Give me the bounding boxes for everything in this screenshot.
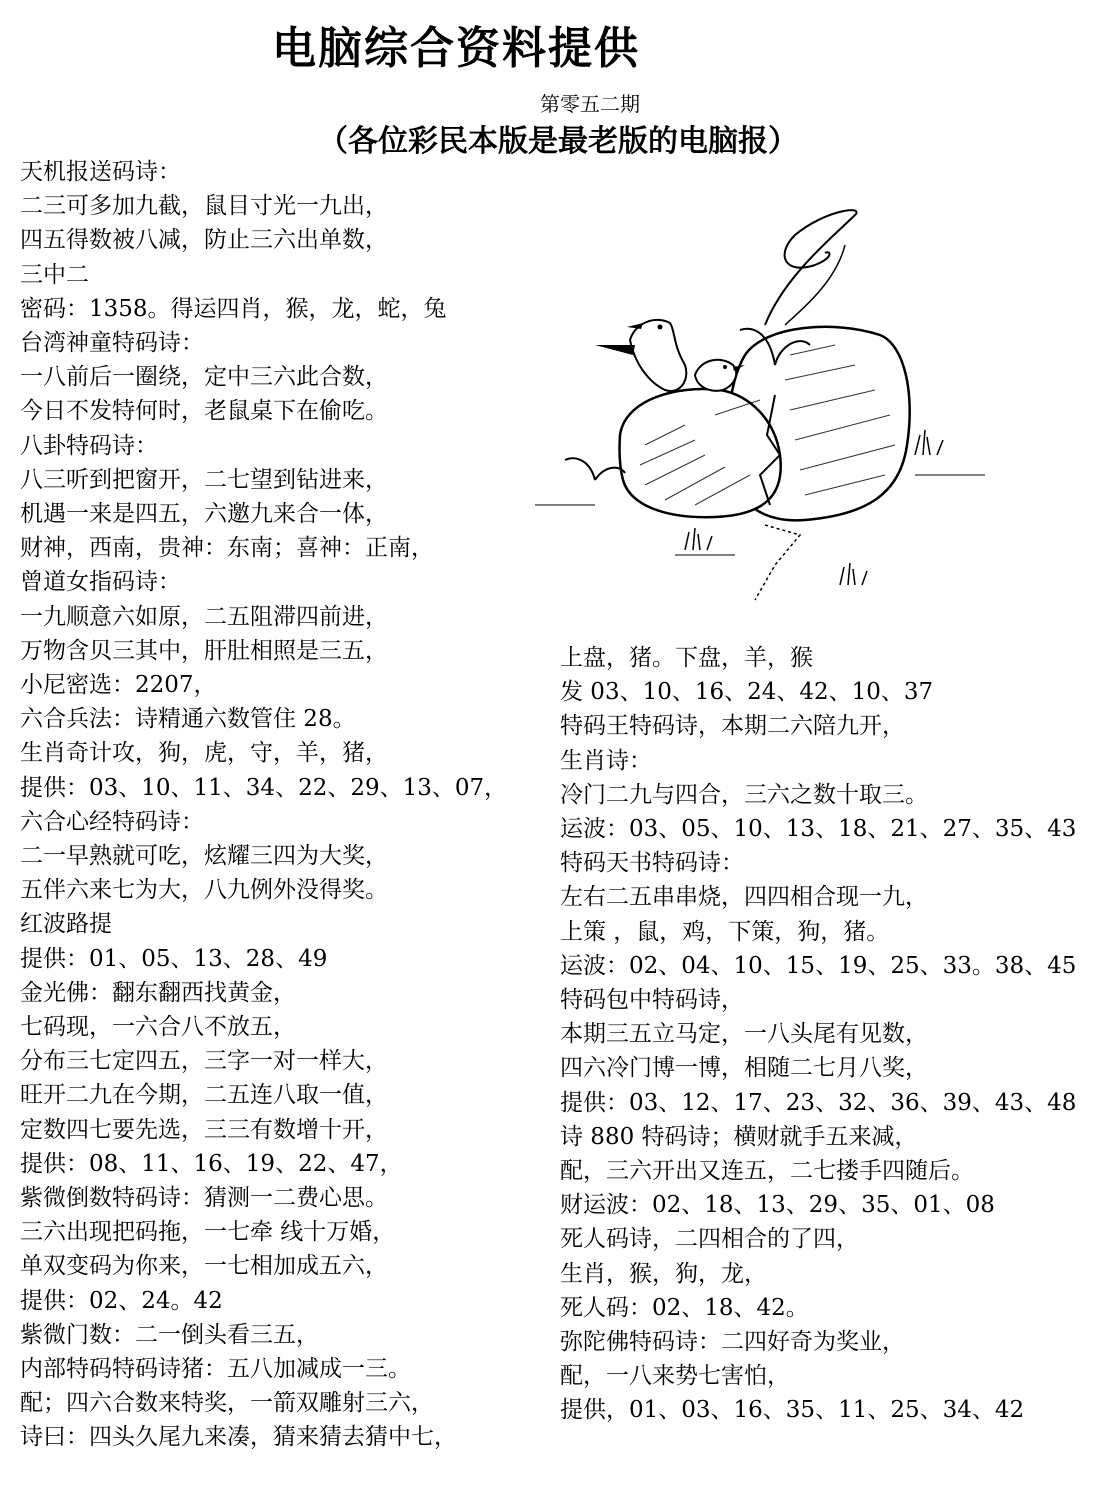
right-text-line: 财运波：02、18、13、29、35、01、08	[560, 1192, 995, 1219]
issue-number: 第零五二期	[540, 92, 640, 116]
left-text-line: 紫微倒数特码诗：猜测一二费心思。	[20, 1185, 388, 1211]
right-text-line: 死人码诗，二四相合的了四，	[560, 1226, 859, 1253]
left-text-line: 提供：01、05、13、28、49	[20, 945, 328, 972]
left-text-line: 内部特码特码诗猪：五八加减成一三。	[20, 1356, 411, 1382]
left-text-line: 小尼密选：2207，	[20, 672, 217, 698]
left-text-line: 八三听到把窗开，二七望到钻进来，	[20, 466, 388, 493]
left-text-line: 提供：08、11、16、19、22、47，	[20, 1150, 403, 1177]
left-text-line: 四五得数被八减，防止三六出单数，	[20, 227, 388, 254]
left-text-line: 七码现，一六合八不放五，	[20, 1014, 296, 1040]
right-text-line: 冷门二九与四合，三六之数十取三。	[560, 781, 928, 808]
right-text-line: 特码王特码诗，本期二六陪九开，	[560, 713, 905, 740]
left-text-line: 一八前后一圈绕，定中三六此合数，	[20, 364, 388, 391]
right-text-line: 配，三六开出又连五，二七搂手四随后。	[560, 1158, 974, 1184]
left-text-line: 生肖奇计攻，狗，虎，守，羊，猪，	[20, 740, 388, 767]
right-text-line: 提供：03、12、17、23、32、36、39、43、48	[560, 1089, 1077, 1116]
left-text-line: 今日不发特何时，老鼠桌下在偷吃。	[20, 398, 388, 425]
right-text-line: 发 03、10、16、24、42、10、37	[560, 679, 934, 706]
left-text-line: 金光佛：翻东翻西找黄金，	[20, 979, 296, 1006]
left-text-line: 定数四七要先选，三三有数增十开，	[20, 1116, 388, 1143]
birds-on-rocks-illustration	[535, 205, 985, 615]
left-text-line: 提供：02、24。42	[20, 1287, 223, 1314]
right-text-line: 提供，01、03、16、35、11、25、34、42	[560, 1397, 1025, 1424]
left-text-line: 配；四六合数来特奖，一箭双雕射三六，	[20, 1390, 434, 1417]
left-text-line: 二一早熟就可吃，炫耀三四为大奖，	[20, 843, 388, 869]
left-text-line: 二三可多加九截，鼠目寸光一九出，	[20, 193, 388, 220]
right-text-line: 弥陀佛特码诗：二四好奇为奖业，	[560, 1329, 905, 1355]
left-text-line: 六合心经特码诗：	[20, 808, 204, 835]
left-text-line: 万物含贝三其中，肝肚相照是三五，	[20, 637, 388, 664]
right-text-line: 生肖诗：	[560, 747, 652, 774]
left-text-line: 旺开二九在今期，二五连八取一值，	[20, 1082, 388, 1109]
left-text-line: 一九顺意六如原，二五阻滞四前进，	[20, 603, 388, 630]
right-text-line: 左右二五串串烧，四四相合现一九，	[560, 884, 928, 911]
right-text-line: 特码包中特码诗，	[560, 987, 744, 1013]
left-text-line: 六合兵法：诗精通六数管住 28。	[20, 706, 356, 733]
left-text-line: 诗曰：四头久尾九来凑，猜来猜去猜中七，	[20, 1424, 457, 1451]
page-title: 电脑综合资料提供	[272, 23, 640, 74]
right-text-line: 配，一八来势七害怕，	[560, 1363, 790, 1390]
right-text-line: 运波：02、04、10、15、19、25、33。38、45	[560, 952, 1077, 979]
left-text-line: 红波路提	[20, 911, 112, 938]
left-text-line: 八卦特码诗：	[20, 432, 158, 459]
right-text-line: 特码天书特码诗：	[560, 850, 744, 877]
left-text-line: 财神，西南，贵神：东南；喜神：正南，	[20, 535, 434, 562]
left-text-line: 曾道女指码诗：	[20, 569, 181, 596]
left-text-line: 五伴六来七为大，八九例外没得奖。	[20, 877, 388, 904]
right-text-line: 本期三五立马定，一八头尾有见数，	[560, 1021, 928, 1048]
left-text-line: 分布三七定四五，三字一对一样大，	[20, 1048, 388, 1075]
right-text-line: 上盘，猪。下盘，羊，猴	[560, 645, 813, 671]
left-text-line: 台湾神童特码诗：	[20, 330, 204, 356]
right-text-line: 四六冷门博一博，相随二七月八奖，	[560, 1055, 928, 1082]
right-text-line: 运波：03、05、10、13、18、21、27、35、43	[560, 816, 1077, 842]
left-text-line: 机遇一来是四五，六邀九来合一体，	[20, 501, 388, 527]
left-text-line: 三中二	[20, 261, 89, 288]
left-text-line: 三六出现把码拖，一七牵 线十万婚，	[20, 1219, 396, 1246]
left-text-line: 提供：03、10、11、34、22、29、13、07，	[20, 774, 508, 801]
right-text-line: 诗 880 特码诗；横财就手五来减，	[560, 1123, 918, 1150]
right-text-line: 死人码：02、18、42。	[560, 1294, 809, 1321]
left-text-line: 天机报送码诗：	[20, 159, 181, 185]
left-text-line: 单双变码为你来，一七相加成五六，	[20, 1253, 388, 1280]
right-text-line: 上策 ，鼠，鸡，下策，狗，猪。	[560, 918, 890, 945]
left-text-line: 紫微门数：二一倒头看三五，	[20, 1321, 319, 1348]
page-subtitle: （各位彩民本版是最老版的电脑报）	[318, 124, 798, 159]
left-text-line: 密码：1358。得运四肖，猴，龙，蛇，兔	[20, 295, 447, 322]
right-text-line: 生肖，猴，狗，龙，	[560, 1260, 767, 1287]
